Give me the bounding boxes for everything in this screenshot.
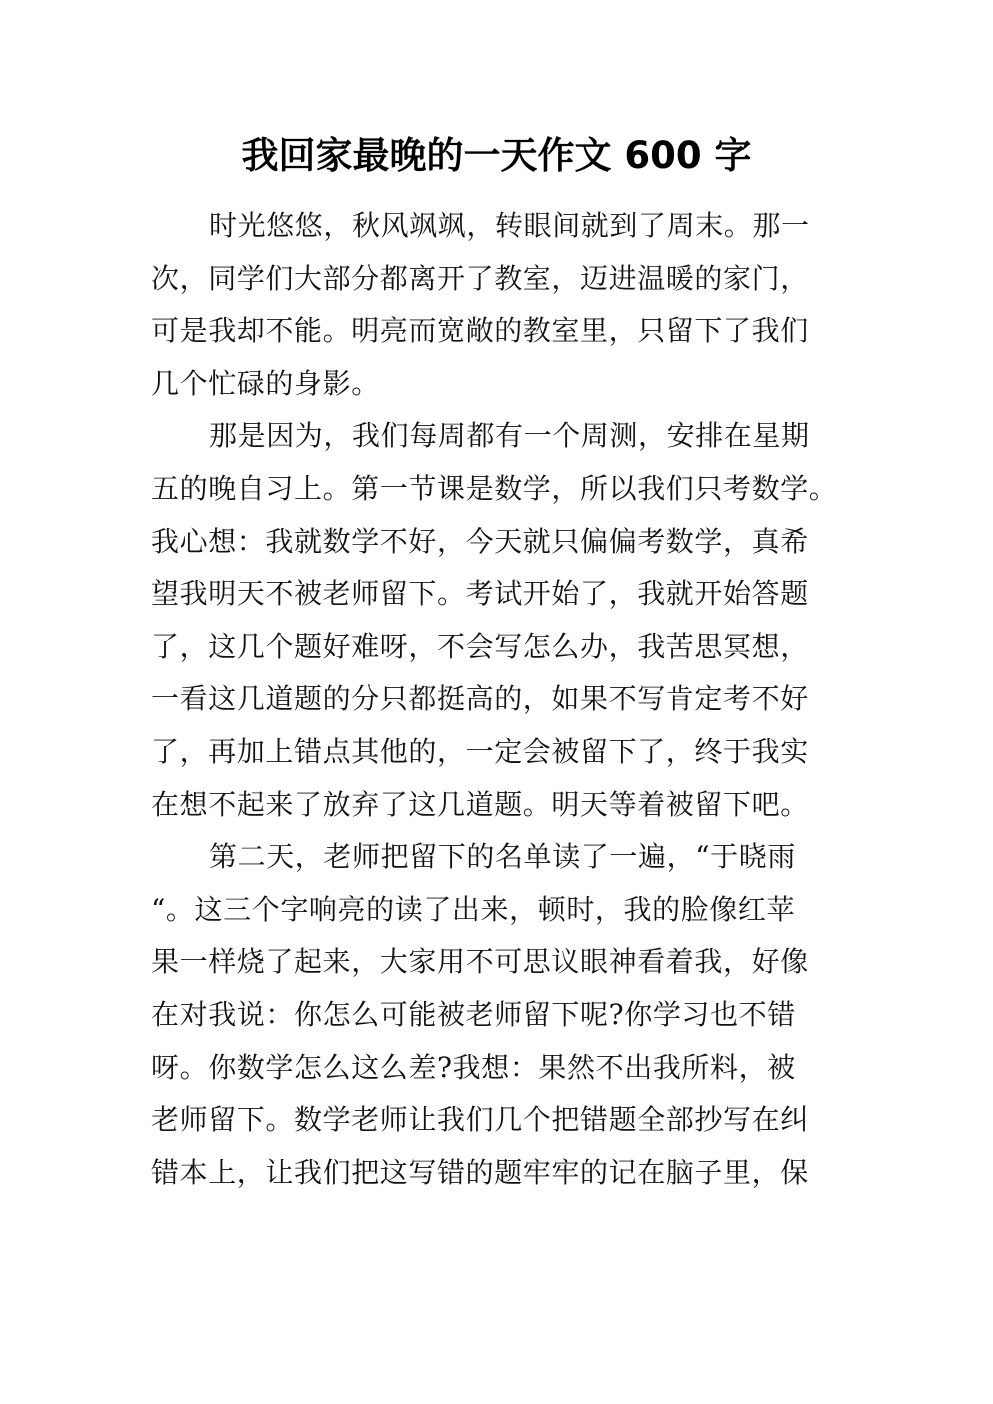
- document-body: [151, 200, 871, 1199]
- text-line: 我心想：我就数学不好，今天就只偏偏考数学，真希: [151, 524, 809, 558]
- text-line: 望我明天不被老师留下。考试开始了，我就开始答题: [151, 577, 809, 611]
- text-line: 可是我却不能。明亮而宽敞的教室里，只留下了我们: [151, 314, 809, 348]
- text-line: 一看这几道题的分只都挺高的，如果不写肯定考不好: [151, 682, 809, 716]
- text-line: 次，同学们大部分都离开了教室，迈进温暖的家门，: [151, 261, 809, 295]
- text-line: 了，再加上错点其他的，一定会被留下了，终于我实: [151, 734, 809, 768]
- text-line: “。这三个字响亮的读了出来，顿时，我的脸像红苹: [151, 892, 796, 926]
- text-line: 呀。你数学怎么这么差?我想：果然不出我所料，被: [151, 1050, 796, 1084]
- text-line: 五的晚自习上。第一节课是数学，所以我们只考数学。: [151, 471, 838, 505]
- text-line: 了，这几个题好难呀，不会写怎么办，我苦思冥想，: [151, 629, 809, 663]
- paragraph-1: [151, 200, 871, 410]
- text-line: 第二天，老师把留下的名单读了一遍，“于晓雨: [209, 840, 796, 874]
- document-title: 我回家最晚的一天作文 600 字: [241, 134, 752, 177]
- paragraph-3: [151, 831, 871, 1199]
- text-line: 时光悠悠，秋风飒飒，转眼间就到了周末。那一: [209, 209, 810, 242]
- paragraph-2: [151, 410, 871, 831]
- text-line: 在对我说：你怎么可能被老师留下呢?你学习也不错: [151, 997, 796, 1031]
- text-line: 果一样烧了起来，大家用不可思议眼神看着我，好像: [151, 945, 809, 979]
- text-line: 老师留下。数学老师让我们几个把错题全部抄写在纠: [151, 1103, 809, 1137]
- text-line: 那是因为，我们每周都有一个周测，安排在星期: [209, 419, 810, 453]
- text-line: 在想不起来了放弃了这几道题。明天等着被留下吧。: [151, 787, 809, 821]
- text-line: 几个忙碌的身影。: [151, 366, 380, 400]
- text-line: 错本上，让我们把这写错的题牢牢的记在脑子里，保: [151, 1155, 809, 1189]
